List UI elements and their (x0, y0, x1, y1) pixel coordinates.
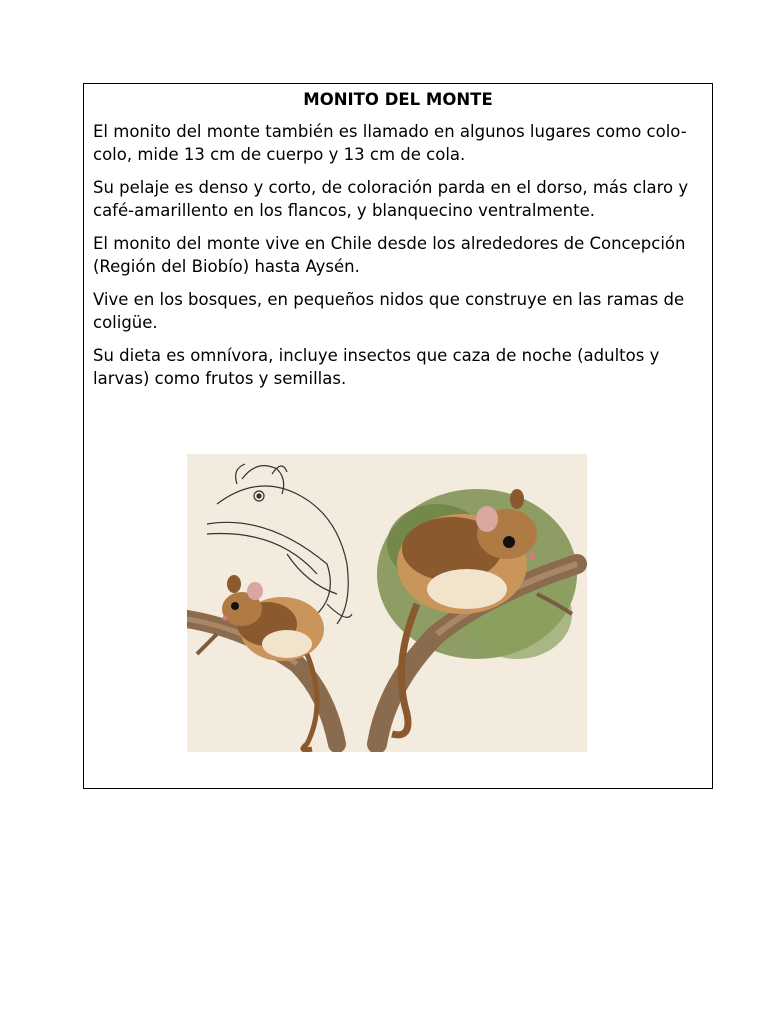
paragraph-size: El monito del monte también es llamado en algunos lugares como colo-colo, mide 13 cm de cuerpo y 13 cm de cola. (93, 122, 687, 164)
paragraph-nests: Vive en los bosques, en pequeños nidos que construye en las ramas de coligüe. (93, 290, 685, 332)
document-title: MONITO DEL MONTE (303, 90, 493, 109)
paragraph-habitat-range: El monito del monte vive en Chile desde los alrededores de Concepción (Región del Biobío) hasta Aysén. (93, 234, 686, 276)
paragraph-diet: Su dieta es omnívora, incluye insectos que caza de noche (adultos y larvas) como frutos y semillas. (93, 346, 660, 388)
paragraph-fur: Su pelaje es denso y corto, de coloración parda en el dorso, más claro y café-amarillento en los flancos, y blanquecino ventralmente. (93, 178, 689, 220)
monito-animal-left (222, 575, 324, 750)
monito-del-monte-illustration (187, 454, 587, 752)
document-frame (83, 83, 713, 789)
